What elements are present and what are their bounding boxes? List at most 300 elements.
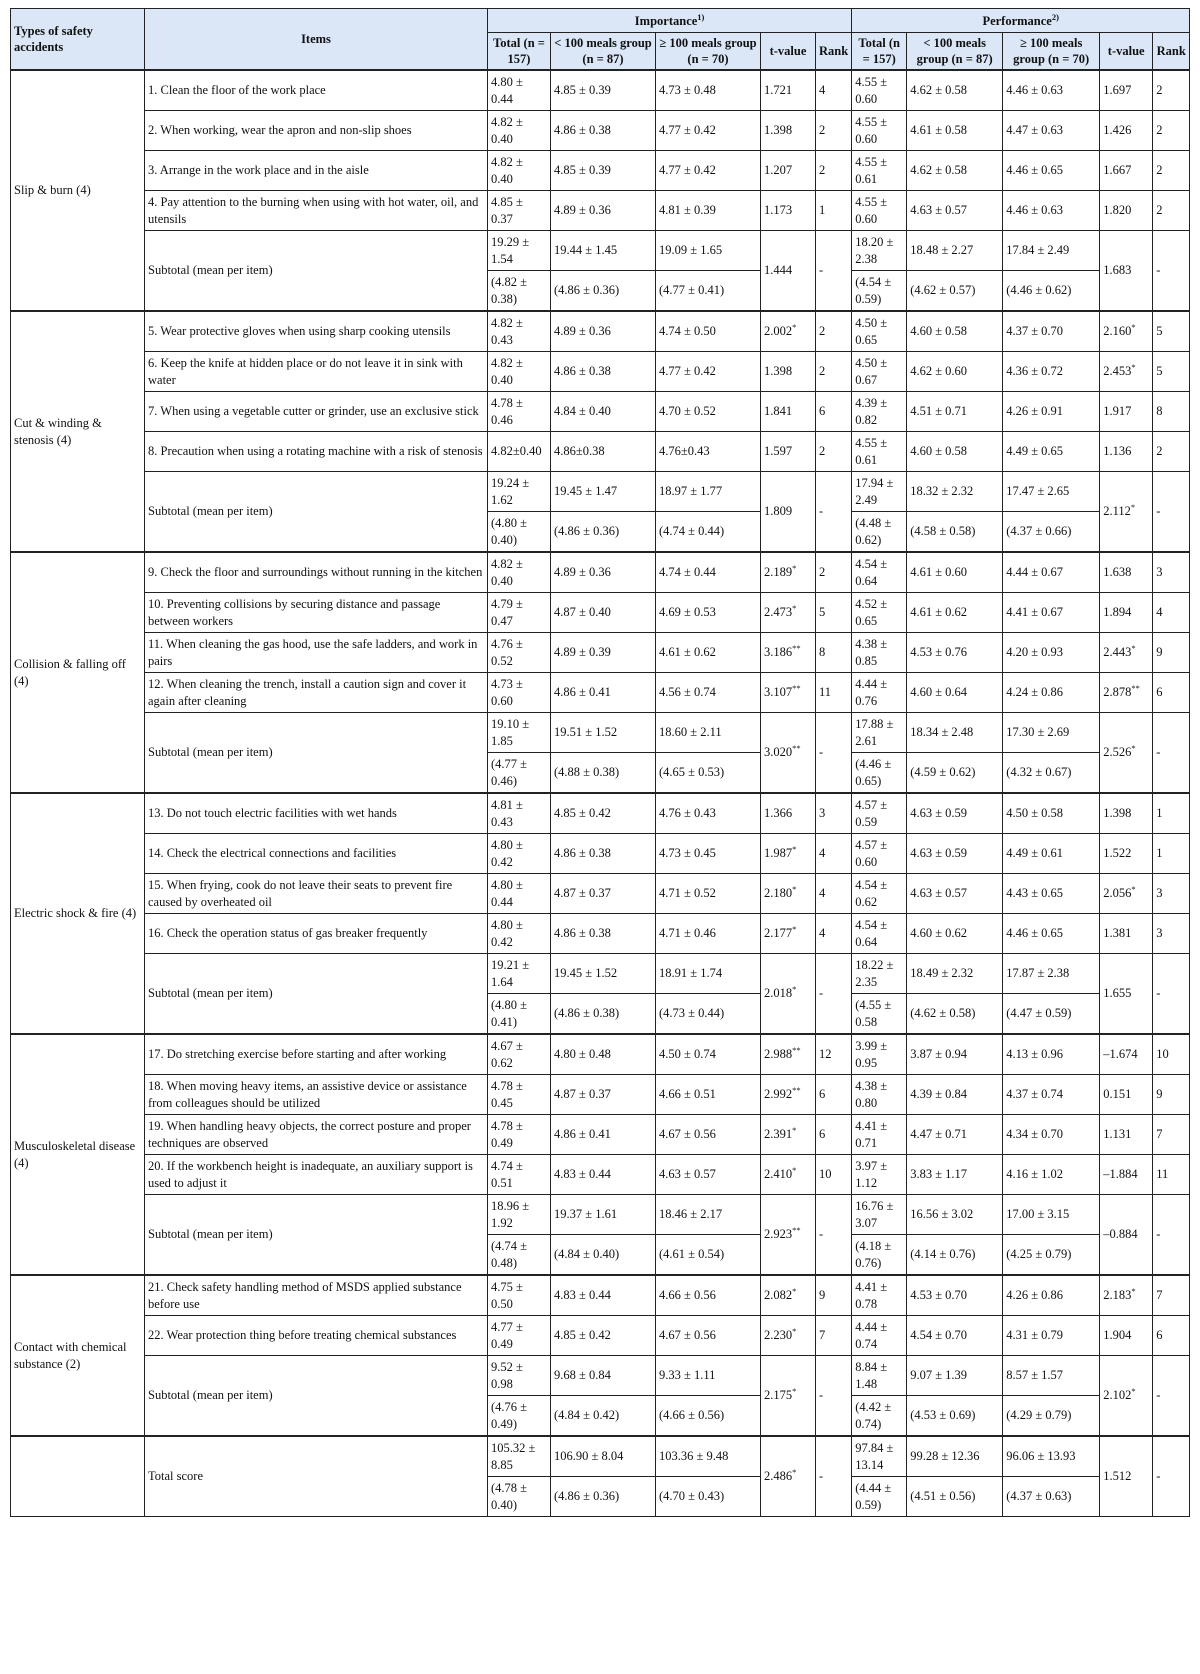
imp-lt-mean [551, 271, 656, 312]
imp-tvalue-text: 2.988 [764, 1047, 793, 1061]
perf-lt-text: 4.60 ± 0.58 [910, 324, 968, 338]
imp-tvalue-text: 1.398 [764, 364, 793, 378]
perf-ge [1003, 392, 1100, 432]
perf-lt-mean-text: (4.58 ± 0.58) [910, 524, 976, 538]
imp-lt [551, 954, 656, 994]
imp-lt-mean [551, 1477, 656, 1517]
perf-total-text: 4.55 ± 0.61 [855, 435, 888, 467]
imp-total [488, 191, 551, 231]
imp-tvalue-sig: * [792, 562, 797, 573]
imp-tvalue [761, 1115, 816, 1155]
imp-lt-text: 4.86±0.38 [554, 444, 605, 458]
perf-lt-text: 4.62 ± 0.58 [910, 83, 968, 97]
perf-rank-text: 7 [1156, 1288, 1163, 1302]
perf-ge [1003, 1436, 1100, 1477]
header-row-1 [11, 9, 1190, 33]
imp-rank [816, 111, 852, 151]
perf-tvalue-text: 2.102 [1103, 1388, 1132, 1402]
imp-tvalue-sig: * [792, 983, 797, 994]
imp-rank-text: 4 [819, 886, 826, 900]
imp-tvalue-text: 2.391 [764, 1127, 793, 1141]
header-importance [488, 9, 852, 33]
perf-ge-mean [1003, 753, 1100, 794]
imp-rank-text: 6 [819, 1087, 826, 1101]
perf-total-text: 4.38 ± 0.80 [855, 1078, 888, 1110]
imp-lt [551, 111, 656, 151]
perf-rank [1153, 432, 1190, 472]
perf-rank-text: 3 [1156, 565, 1163, 579]
imp-lt-text: 4.89 ± 0.36 [554, 324, 611, 338]
imp-tvalue [761, 1034, 816, 1075]
imp-ge-text: 4.50 ± 0.74 [659, 1047, 716, 1061]
imp-tvalue [761, 1316, 816, 1356]
accident-type-text: Contact with chemical substance (2) [14, 1339, 127, 1371]
imp-lt [551, 231, 656, 271]
perf-tvalue [1100, 1195, 1153, 1276]
perf-tvalue-text: 1.522 [1103, 846, 1132, 860]
perf-ge-mean [1003, 1235, 1100, 1276]
imp-lt-text: 4.86 ± 0.38 [554, 364, 611, 378]
imp-lt-mean [551, 1396, 656, 1437]
perf-ge [1003, 954, 1100, 994]
imp-lt-mean-text: (4.84 ± 0.40) [554, 1247, 620, 1261]
item-text-text: 17. Do stretching exercise before starting and after working [148, 1047, 447, 1061]
imp-total [488, 834, 551, 874]
imp-ge [656, 472, 761, 512]
imp-total [488, 1115, 551, 1155]
imp-tvalue [761, 954, 816, 1035]
imp-lt-text: 4.85 ± 0.39 [554, 83, 611, 97]
imp-tvalue-text: 1.173 [764, 203, 793, 217]
perf-rank-text: 11 [1156, 1167, 1169, 1181]
imp-lt-text: 19.37 ± 1.61 [554, 1207, 618, 1221]
perf-ge-text: 4.26 ± 0.86 [1006, 1288, 1064, 1302]
perf-rank-text: - [1156, 745, 1161, 759]
perf-total [852, 392, 907, 432]
perf-lt-text: 4.47 ± 0.71 [910, 1127, 968, 1141]
perf-ge-text: 4.34 ± 0.70 [1006, 1127, 1064, 1141]
imp-tvalue-text: 2.002 [764, 324, 793, 338]
perf-ge [1003, 70, 1100, 111]
perf-total-text: 4.41 ± 0.71 [855, 1118, 888, 1150]
item-text [145, 673, 488, 713]
perf-total [852, 673, 907, 713]
perf-ge-text: 4.46 ± 0.65 [1006, 163, 1064, 177]
imp-rank-text: 6 [819, 1127, 826, 1141]
perf-rank-text: - [1156, 1227, 1161, 1241]
imp-ge [656, 793, 761, 834]
imp-rank-text: 12 [819, 1047, 832, 1061]
imp-tvalue-sig: * [792, 883, 797, 894]
perf-lt-text: 4.51 ± 0.71 [910, 404, 968, 418]
imp-total-mean [488, 753, 551, 794]
imp-ge-mean-text: (4.73 ± 0.44) [659, 1006, 725, 1020]
imp-tvalue-text: 1.366 [764, 806, 793, 820]
subtotal-label [145, 231, 488, 312]
imp-total-text: 4.82 ± 0.40 [491, 556, 523, 588]
imp-lt [551, 673, 656, 713]
imp-total-text: 4.67 ± 0.62 [491, 1038, 523, 1070]
imp-total-text: 4.80 ± 0.42 [491, 837, 523, 869]
perf-lt-text: 99.28 ± 12.36 [910, 1449, 980, 1463]
imp-total-mean [488, 994, 551, 1035]
perf-total [852, 1034, 907, 1075]
perf-lt-mean [907, 1477, 1003, 1517]
perf-ge-mean-text: (4.46 ± 0.62) [1006, 283, 1072, 297]
imp-total-text: 4.78 ± 0.45 [491, 1078, 523, 1110]
perf-ge-text: 4.46 ± 0.63 [1006, 83, 1064, 97]
imp-rank [816, 593, 852, 633]
table-row [11, 1115, 1190, 1155]
imp-ge [656, 1155, 761, 1195]
perf-rank [1153, 1436, 1190, 1517]
perf-lt-text: 4.63 ± 0.57 [910, 203, 968, 217]
perf-ge-text: 4.49 ± 0.61 [1006, 846, 1064, 860]
perf-rank-text: - [1156, 986, 1161, 1000]
table-row [11, 311, 1190, 352]
imp-rank [816, 1436, 852, 1517]
imp-ge [656, 1034, 761, 1075]
perf-total [852, 352, 907, 392]
perf-total-text: 18.22 ± 2.35 [855, 957, 894, 989]
item-text [145, 1034, 488, 1075]
imp-ge-mean-text: (4.65 ± 0.53) [659, 765, 725, 779]
imp-rank-text: 1 [819, 203, 826, 217]
header-perf-lt: < 100 meals group (n = 87) [907, 33, 1003, 71]
imp-ge [656, 1075, 761, 1115]
perf-rank-text: 9 [1156, 645, 1163, 659]
perf-total [852, 70, 907, 111]
imp-ge [656, 954, 761, 994]
perf-lt [907, 111, 1003, 151]
perf-total-text: 4.38 ± 0.85 [855, 636, 888, 668]
perf-ge [1003, 633, 1100, 673]
imp-tvalue-text: 2.923 [764, 1227, 793, 1241]
imp-total [488, 231, 551, 271]
perf-rank-text: 5 [1156, 324, 1163, 338]
perf-total-text: 8.84 ± 1.48 [855, 1359, 888, 1391]
subtotal-label [145, 1195, 488, 1276]
item-text [145, 914, 488, 954]
imp-tvalue-text: 3.020 [764, 745, 793, 759]
perf-total [852, 1195, 907, 1235]
imp-ge-mean [656, 1477, 761, 1517]
imp-tvalue-sig: ** [792, 1224, 801, 1235]
perf-total-text: 4.54 ± 0.64 [855, 556, 888, 588]
perf-tvalue [1100, 1436, 1153, 1517]
imp-ge [656, 1356, 761, 1396]
perf-tvalue-sig: ** [1131, 682, 1140, 693]
perf-total-mean [852, 271, 907, 312]
perf-tvalue-text: 1.655 [1103, 986, 1132, 1000]
imp-total [488, 432, 551, 472]
imp-total-text: 4.77 ± 0.49 [491, 1319, 523, 1351]
imp-tvalue-text: 1.444 [764, 263, 793, 277]
imp-ge-text: 18.91 ± 1.74 [659, 966, 723, 980]
imp-rank-text: 8 [819, 645, 826, 659]
imp-total [488, 352, 551, 392]
imp-total [488, 633, 551, 673]
imp-lt-text: 4.89 ± 0.39 [554, 645, 611, 659]
imp-tvalue-sig: ** [792, 1044, 801, 1055]
perf-total-text: 4.39 ± 0.82 [855, 395, 888, 427]
item-text-text: 22. Wear protection thing before treating chemical substances [148, 1328, 457, 1342]
imp-lt [551, 70, 656, 111]
imp-rank-text: - [819, 986, 824, 1000]
imp-total-text: 105.32 ± 8.85 [491, 1440, 536, 1472]
imp-total-mean-text: (4.77 ± 0.46) [491, 756, 528, 788]
perf-lt-text: 4.54 ± 0.70 [910, 1328, 968, 1342]
item-text [145, 793, 488, 834]
perf-rank [1153, 1155, 1190, 1195]
imp-ge [656, 1436, 761, 1477]
imp-total-text: 19.10 ± 1.85 [491, 716, 530, 748]
subtotal-row [11, 472, 1190, 512]
table-row [11, 1275, 1190, 1316]
perf-lt-mean [907, 271, 1003, 312]
perf-ge-mean-text: (4.32 ± 0.67) [1006, 765, 1072, 779]
perf-ge-text: 4.26 ± 0.91 [1006, 404, 1064, 418]
header-types: Types of safety accidents [11, 9, 145, 71]
perf-ge [1003, 552, 1100, 593]
imp-lt-mean-text: (4.84 ± 0.42) [554, 1408, 620, 1422]
perf-tvalue [1100, 392, 1153, 432]
table-row [11, 834, 1190, 874]
imp-ge-mean-text: (4.77 ± 0.41) [659, 283, 725, 297]
imp-tvalue [761, 1436, 816, 1517]
imp-rank-text: 4 [819, 83, 826, 97]
perf-tvalue [1100, 954, 1153, 1035]
imp-lt [551, 392, 656, 432]
imp-lt [551, 1115, 656, 1155]
header-performance [852, 9, 1190, 33]
table-row [11, 914, 1190, 954]
perf-ge-text: 4.37 ± 0.74 [1006, 1087, 1064, 1101]
item-text [145, 633, 488, 673]
imp-ge-text: 4.69 ± 0.53 [659, 605, 716, 619]
imp-ge-text: 4.74 ± 0.50 [659, 324, 716, 338]
perf-lt [907, 1115, 1003, 1155]
perf-lt-text: 4.60 ± 0.64 [910, 685, 968, 699]
imp-ge-text: 4.61 ± 0.62 [659, 645, 716, 659]
item-text-text: 14. Check the electrical connections and facilities [148, 846, 397, 860]
perf-total [852, 231, 907, 271]
perf-lt-text: 4.63 ± 0.57 [910, 886, 968, 900]
perf-total [852, 834, 907, 874]
perf-total-mean [852, 753, 907, 794]
perf-rank-text: 3 [1156, 886, 1163, 900]
imp-ge-text: 4.71 ± 0.46 [659, 926, 716, 940]
perf-lt [907, 311, 1003, 352]
imp-total [488, 1075, 551, 1115]
perf-tvalue-sig: * [1131, 883, 1136, 894]
imp-ge-text: 4.81 ± 0.39 [659, 203, 716, 217]
imp-ge [656, 552, 761, 593]
perf-total-text: 4.57 ± 0.59 [855, 797, 888, 829]
perf-total-mean [852, 1477, 907, 1517]
perf-total-text: 4.50 ± 0.67 [855, 355, 888, 387]
imp-ge-text: 4.77 ± 0.42 [659, 163, 716, 177]
item-text-text: 21. Check safety handling method of MSDS applied substance before use [148, 1279, 462, 1311]
item-text [145, 1275, 488, 1316]
table-row [11, 432, 1190, 472]
imp-lt-text: 4.85 ± 0.42 [554, 806, 611, 820]
imp-ge [656, 111, 761, 151]
perf-ge-mean-text: (4.37 ± 0.66) [1006, 524, 1072, 538]
imp-total-mean [488, 1396, 551, 1437]
perf-rank [1153, 1075, 1190, 1115]
perf-rank-text: 10 [1156, 1047, 1169, 1061]
imp-lt-text: 19.45 ± 1.52 [554, 966, 618, 980]
subtotal-label-text: Total score [148, 1469, 204, 1483]
imp-total [488, 1195, 551, 1235]
perf-total-text: 4.50 ± 0.65 [855, 315, 888, 347]
perf-lt-mean-text: (4.59 ± 0.62) [910, 765, 976, 779]
imp-rank-text: - [819, 1469, 824, 1483]
header-imp-ge: ≥ 100 meals group (n = 70) [656, 33, 761, 71]
perf-tvalue-sig: * [1131, 321, 1136, 332]
imp-lt-text: 4.85 ± 0.39 [554, 163, 611, 177]
subtotal-row [11, 713, 1190, 753]
imp-tvalue-text: 2.486 [764, 1469, 793, 1483]
imp-tvalue-text: 1.721 [764, 83, 793, 97]
perf-rank-text: 1 [1156, 846, 1163, 860]
perf-ge [1003, 231, 1100, 271]
perf-total-mean [852, 512, 907, 553]
item-text [145, 552, 488, 593]
imp-tvalue-sig: * [792, 602, 797, 613]
header-imp-tvalue: t-value [761, 33, 816, 71]
subtotal-label-text: Subtotal (mean per item) [148, 1227, 273, 1241]
imp-rank [816, 352, 852, 392]
imp-ge-text: 4.77 ± 0.42 [659, 364, 716, 378]
perf-rank-text: 2 [1156, 83, 1163, 97]
imp-rank [816, 954, 852, 1035]
imp-rank-text: 7 [819, 1328, 826, 1342]
perf-total-text: 4.54 ± 0.64 [855, 917, 888, 949]
perf-rank [1153, 593, 1190, 633]
perf-lt [907, 874, 1003, 914]
perf-total [852, 432, 907, 472]
perf-total-text: 4.55 ± 0.60 [855, 114, 888, 146]
perf-tvalue-text: 1.426 [1103, 123, 1132, 137]
perf-rank-text: 8 [1156, 404, 1163, 418]
perf-tvalue-text: 2.183 [1103, 1288, 1132, 1302]
perf-lt [907, 1034, 1003, 1075]
perf-rank-text: - [1156, 263, 1161, 277]
perf-ge-text: 4.47 ± 0.63 [1006, 123, 1064, 137]
imp-tvalue-text: 2.473 [764, 605, 793, 619]
perf-tvalue-text: 1.683 [1103, 263, 1132, 277]
item-text-text: 12. When cleaning the trench, install a caution sign and cover it again after cleaning [148, 676, 467, 708]
imp-total [488, 1034, 551, 1075]
imp-lt [551, 1075, 656, 1115]
perf-tvalue [1100, 352, 1153, 392]
subtotal-label-text: Subtotal (mean per item) [148, 504, 273, 518]
perf-total-mean [852, 1396, 907, 1437]
imp-total-text: 4.78 ± 0.49 [491, 1118, 523, 1150]
item-text-text: 1. Clean the floor of the work place [148, 83, 326, 97]
perf-rank [1153, 352, 1190, 392]
perf-tvalue [1100, 151, 1153, 191]
subtotal-row [11, 1356, 1190, 1396]
perf-total [852, 713, 907, 753]
perf-rank [1153, 1275, 1190, 1316]
header-items: Items [145, 9, 488, 71]
imp-tvalue [761, 472, 816, 553]
perf-rank [1153, 793, 1190, 834]
imp-tvalue-sig: * [792, 1385, 797, 1396]
imp-ge-text: 4.66 ± 0.56 [659, 1288, 716, 1302]
perf-ge-text: 8.57 ± 1.57 [1006, 1368, 1064, 1382]
accident-type-text: Collision & falling off (4) [14, 656, 126, 688]
imp-ge [656, 633, 761, 673]
perf-lt-mean-text: (4.62 ± 0.57) [910, 283, 976, 297]
imp-ge-text: 4.70 ± 0.52 [659, 404, 716, 418]
imp-lt-text: 9.68 ± 0.84 [554, 1368, 611, 1382]
imp-lt [551, 1356, 656, 1396]
imp-rank-text: 6 [819, 404, 826, 418]
perf-lt [907, 352, 1003, 392]
perf-tvalue-sig: * [1131, 742, 1136, 753]
perf-ge [1003, 311, 1100, 352]
imp-total [488, 1316, 551, 1356]
imp-rank [816, 151, 852, 191]
perf-ge [1003, 914, 1100, 954]
accident-type [11, 311, 145, 552]
header-perf-total: Total (n = 157) [852, 33, 907, 71]
imp-lt-text: 4.83 ± 0.44 [554, 1167, 611, 1181]
imp-ge [656, 713, 761, 753]
perf-ge-mean [1003, 994, 1100, 1035]
perf-tvalue-sig: * [1131, 642, 1136, 653]
imp-ge-mean-text: (4.61 ± 0.54) [659, 1247, 725, 1261]
imp-tvalue [761, 352, 816, 392]
imp-tvalue-sig: * [792, 1466, 797, 1477]
perf-total-text: 18.20 ± 2.38 [855, 234, 894, 266]
perf-total-text: 4.44 ± 0.74 [855, 1319, 888, 1351]
table-row [11, 673, 1190, 713]
imp-tvalue-text: 2.992 [764, 1087, 793, 1101]
imp-rank [816, 1155, 852, 1195]
imp-ge-mean-text: (4.66 ± 0.56) [659, 1408, 725, 1422]
perf-lt-text: 9.07 ± 1.39 [910, 1368, 968, 1382]
perf-lt [907, 1075, 1003, 1115]
perf-total [852, 793, 907, 834]
imp-total [488, 552, 551, 593]
perf-ge-mean-text: (4.37 ± 0.63) [1006, 1489, 1072, 1503]
perf-total-text: 97.84 ± 13.14 [855, 1440, 894, 1472]
imp-rank [816, 70, 852, 111]
item-text [145, 1155, 488, 1195]
subtotal-row [11, 1436, 1190, 1477]
perf-tvalue-sig: * [1131, 361, 1136, 372]
item-text-text: 18. When moving heavy items, an assistive device or assistance from colleagues should be utilized [148, 1078, 467, 1110]
subtotal-label [145, 954, 488, 1035]
imp-tvalue-sig: * [792, 1124, 797, 1135]
perf-total [852, 1356, 907, 1396]
imp-lt-mean [551, 1235, 656, 1276]
perf-lt [907, 191, 1003, 231]
perf-lt [907, 472, 1003, 512]
imp-lt-text: 4.89 ± 0.36 [554, 203, 611, 217]
item-text-text: 15. When frying, cook do not leave their seats to prevent fire caused by overheated oil [148, 877, 453, 909]
item-text-text: 4. Pay attention to the burning when using with hot water, oil, and utensils [148, 194, 479, 226]
item-text-text: 8. Precaution when using a rotating machine with a risk of stenosis [148, 444, 483, 458]
perf-tvalue [1100, 1275, 1153, 1316]
imp-ge [656, 593, 761, 633]
imp-rank [816, 713, 852, 794]
